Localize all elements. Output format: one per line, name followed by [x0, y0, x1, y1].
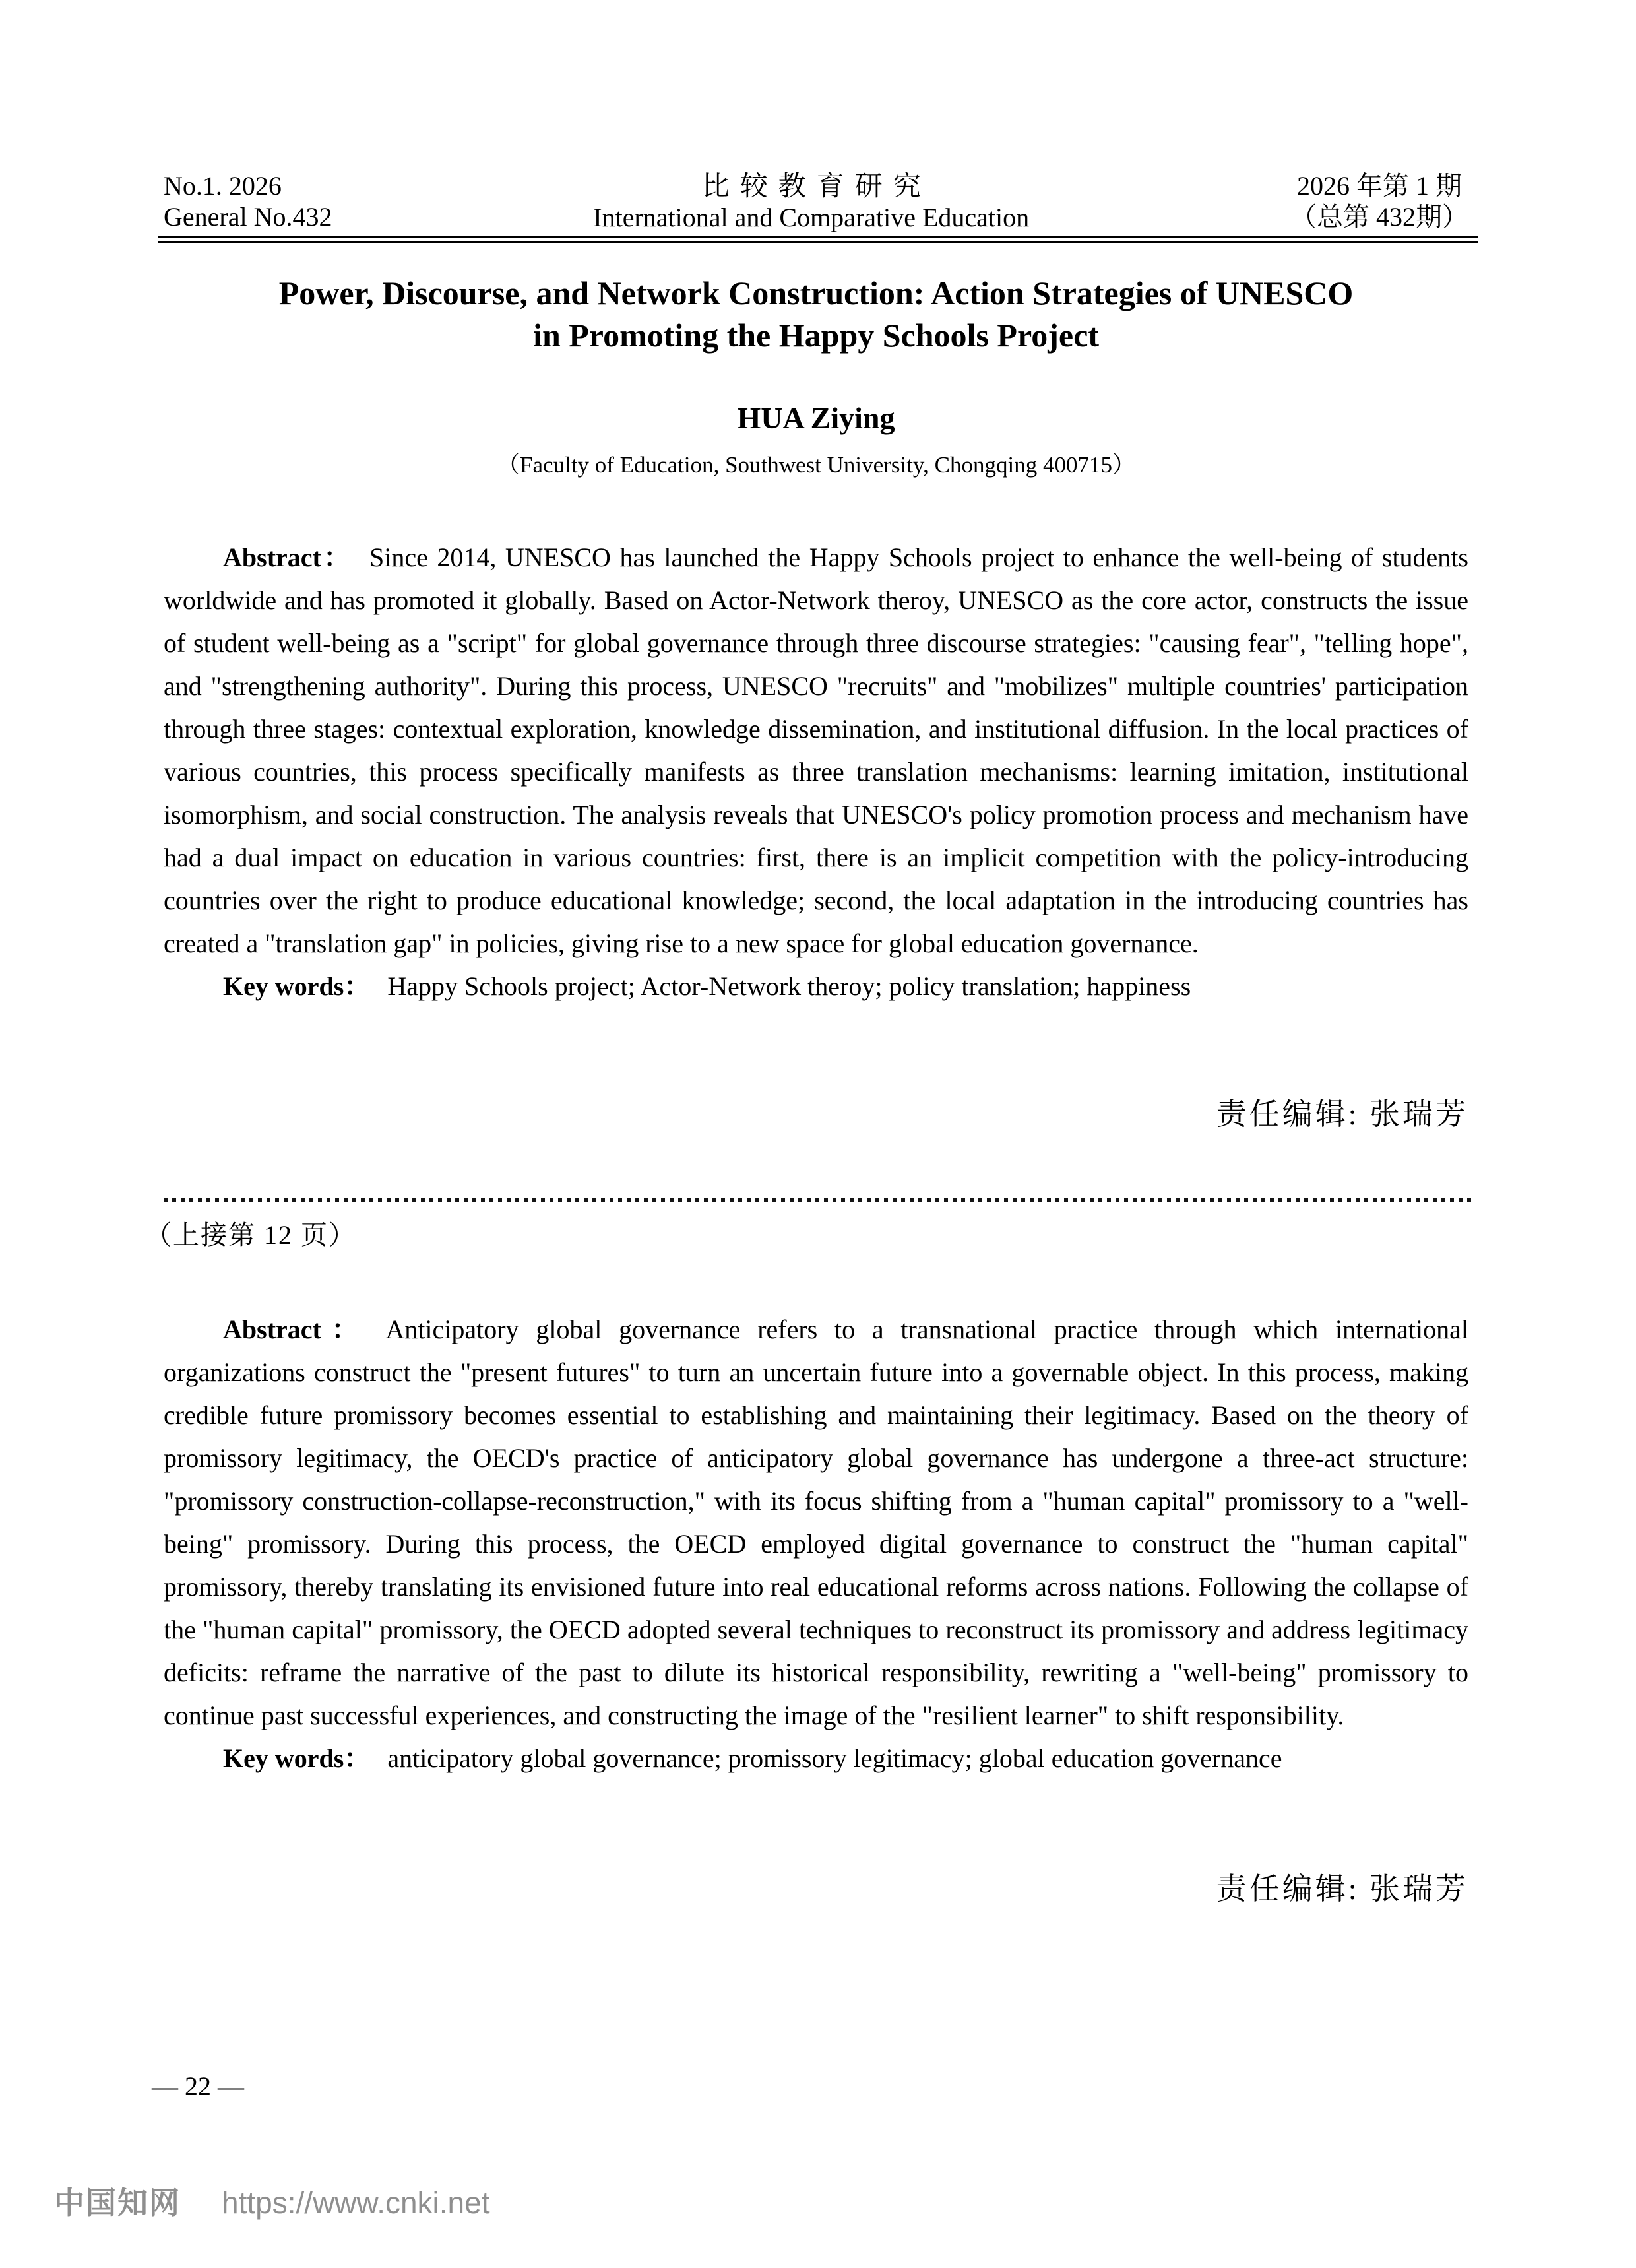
issue-date-line: 2026 年第 1 期 [1296, 171, 1462, 201]
keywords-text-1: Happy Schools project; Actor-Network theroy; policy translation; happiness [387, 971, 1191, 1001]
journal-title-en: International and Comparative Education [593, 203, 1030, 232]
continuation-note: （上接第 12 页） [145, 1220, 356, 1250]
header-rule [158, 236, 1478, 243]
cnki-watermark [54, 2179, 490, 2222]
editor-note-2: 责任编辑: 张瑞芳 [1216, 1872, 1468, 1906]
keywords-paragraph-1 [164, 965, 1468, 1008]
keywords-label-1: Key words： [223, 971, 371, 1001]
keywords-label-2: Key words： [223, 1743, 371, 1773]
abstract-label-2: Abstract： [223, 1314, 369, 1344]
abstract-paragraph-1 [164, 536, 1468, 965]
general-number-line: General No.432 [164, 202, 332, 232]
author-affiliation: （Faculty of Education, Southwest University, Chongqing 400715） [497, 452, 1135, 478]
author-name: HUA Ziying [737, 401, 895, 435]
cumulative-issue-line: （总第 432期） [1290, 202, 1468, 232]
abstract-text-2: Anticipatory global governance refers to a transnational practice through which international organizations construct the "present futures" to turn an uncertain future into a governable object. In this process, making credible future promissory becomes essential to establishing and maintaining their legitimacy. Based on the theory of promissory legitimacy, the OECD's practice of anticipatory global governance has undergone a three-act structure: "promissory construction-collapse-reconstruction," with its focus shifting from a "human capital" promissory to a "well-being" promissory. During this process, the OECD employed digital governance to construct the "human capital" promissory, thereby translating its envisioned future into real educational reforms across nations. Following the collapse of the "human capital" promissory, the OECD adopted several techniques to reconstruct its promissory and address legitimacy deficits: reframe the narrative of the past to dilute its historical responsibility, rewriting a "well-being" promissory to continue past successful experiences, and constructing the image of the "resilient learner" to shift responsibility. [164, 1314, 1468, 1730]
journal-title-cn: 比较教育研究 [701, 172, 931, 202]
keywords-paragraph-2 [164, 1737, 1468, 1780]
abstract-paragraph-2 [164, 1308, 1468, 1737]
abstract-text-1: Since 2014, UNESCO has launched the Happy Schools project to enhance the well-being of students worldwide and has promoted it globally. Based on Actor-Network theroy, UNESCO as the core actor, constructs the issue of student well-being as a "script" for global governance through three discourse strategies: "causing fear", "telling hope", and "strengthening authority". During this process, UNESCO "recruits" and "mobilizes" multiple countries' participation through three stages: contextual exploration, knowledge dissemination, and institutional diffusion. In the local practices of various countries, this process specifically manifests as three translation mechanisms: learning imitation, institutional isomorphism, and social construction. The analysis reveals that UNESCO's policy promotion process and mechanism have had a dual impact on education in various countries: first, there is an implicit competition with the policy-introducing countries over the right to produce educational knowledge; second, the local adaptation in the introducing countries has created a "translation gap" in policies, giving rise to a new space for global education governance. [164, 542, 1468, 958]
issue-info-left [164, 170, 332, 232]
issue-number-line: No.1. 2026 [164, 171, 282, 201]
section-divider [164, 1198, 1472, 1202]
article-title-line1: Power, Discourse, and Network Construction: Action Strategies of UNESCO [278, 275, 1354, 311]
article-title-line2: in Promoting the Happy Schools Project [533, 317, 1099, 354]
issue-info-right [1290, 170, 1468, 232]
cnki-logo-text: 中国知网 [54, 2186, 181, 2220]
cnki-url-text: https://www.cnki.net [222, 2186, 490, 2220]
abstract-label-1: Abstract： [223, 542, 352, 572]
keywords-text-2: anticipatory global governance; promissory legitimacy; global education governance [387, 1743, 1282, 1773]
editor-note-1: 责任编辑: 张瑞芳 [1216, 1097, 1468, 1131]
abstract-block-1 [164, 536, 1468, 1008]
journal-title-block [593, 170, 1029, 232]
journal-header [164, 170, 1468, 232]
page-number: — 22 — [152, 2071, 244, 2101]
abstract-block-2 [164, 1308, 1468, 1780]
article-title [164, 272, 1468, 356]
